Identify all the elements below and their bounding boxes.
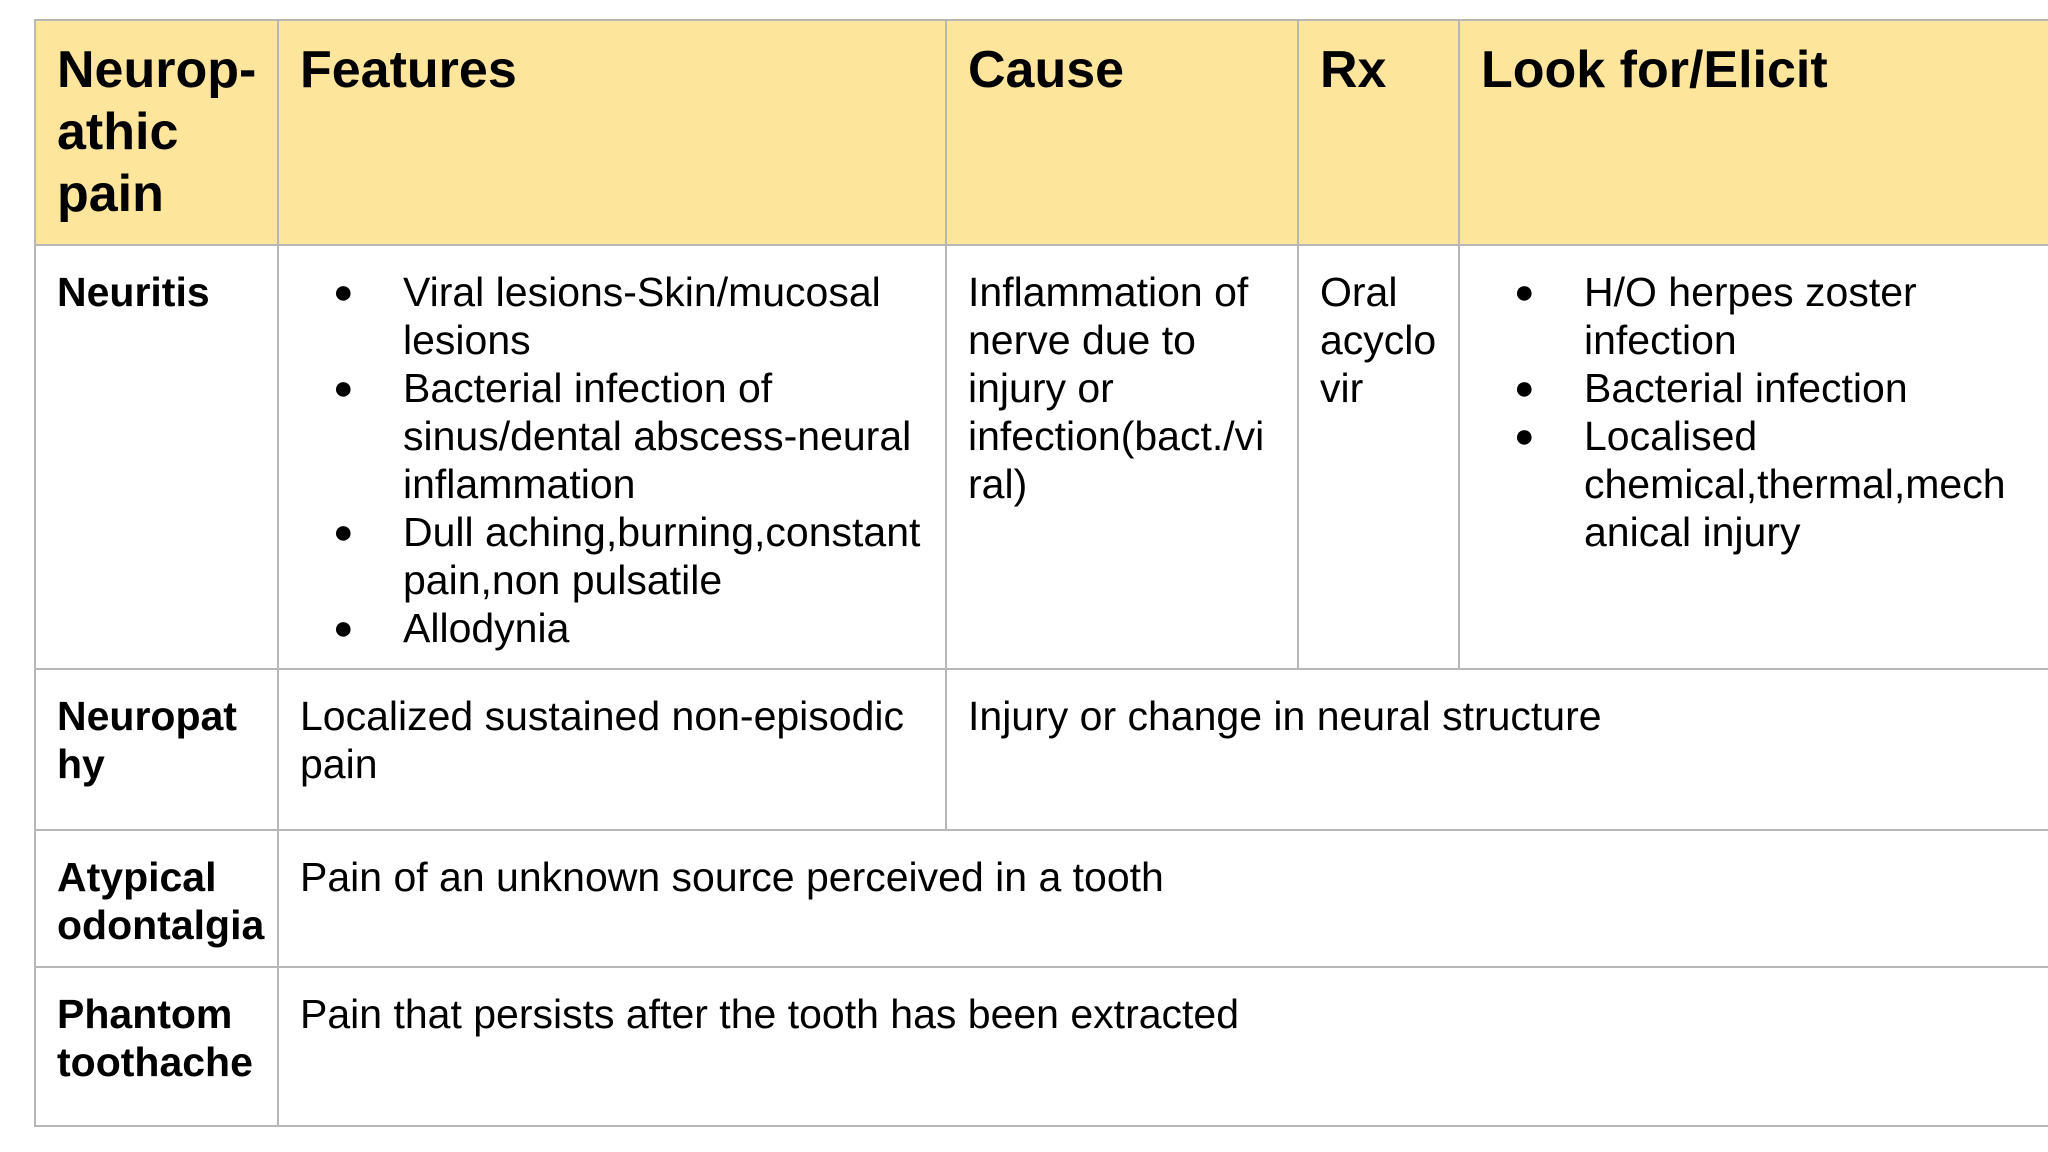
list-item: ● Dull aching,burning,constant pain,non pulsatile <box>333 509 921 603</box>
list-item: ● Bacterial infection of sinus/dental abscess-neural inflammation <box>333 365 912 507</box>
bullet-icon: ● <box>1514 417 1535 455</box>
neuropathic-pain-table <box>34 19 2048 1127</box>
list-item: ● Localised chemical,thermal,mechanical injury <box>1514 413 2006 555</box>
row-label-neuritis: Neuritis <box>35 245 278 669</box>
table-row-atypical-odontalgia <box>35 830 2048 967</box>
row-label-neuropathy: Neuropathy <box>35 669 278 830</box>
header-cause: Cause <box>946 20 1298 245</box>
bullet-icon: ● <box>333 513 354 551</box>
neuritis-look-for-list <box>1481 268 2028 556</box>
list-item: ● Allodynia <box>333 605 570 651</box>
header-neuropathic-pain: Neurop-athic pain <box>35 20 278 245</box>
bullet-icon: ● <box>1514 273 1535 311</box>
neuritis-features-list <box>300 268 925 652</box>
table-row-neuritis <box>35 245 2048 669</box>
phantom-toothache-description: Pain that persists after the tooth has been extracted <box>278 967 2048 1126</box>
row-label-phantom-toothache: Phantom toothache <box>35 967 278 1126</box>
neuritis-rx-cell: Oral acyclovir <box>1298 245 1459 669</box>
neuritis-features-cell <box>278 245 946 669</box>
atypical-odontalgia-description: Pain of an unknown source perceived in a tooth <box>278 830 2048 967</box>
list-item: ● H/O herpes zoster infection <box>1514 269 1917 363</box>
table-row-phantom-toothache <box>35 967 2048 1126</box>
bullet-icon: ● <box>333 609 354 647</box>
neuropathy-cause-cell: Injury or change in neural structure <box>946 669 2048 830</box>
table-row-neuropathy <box>35 669 2048 830</box>
neuritis-cause-cell: Inflammation of nerve due to injury or infection(bact./viral) <box>946 245 1298 669</box>
header-look-for: Look for/Elicit <box>1459 20 2048 245</box>
neuritis-look-for-cell <box>1459 245 2048 669</box>
header-features: Features <box>278 20 946 245</box>
row-label-atypical-odontalgia: Atypical odontalgia <box>35 830 278 967</box>
list-item: ● Bacterial infection <box>1514 365 1908 411</box>
header-row <box>35 20 2048 245</box>
neuropathy-features-cell: Localized sustained non-episodic pain <box>278 669 946 830</box>
bullet-icon: ● <box>333 369 354 407</box>
bullet-icon: ● <box>1514 369 1535 407</box>
header-rx: Rx <box>1298 20 1459 245</box>
bullet-icon: ● <box>333 273 354 311</box>
list-item: ● Viral lesions-Skin/mucosal lesions <box>333 269 881 363</box>
